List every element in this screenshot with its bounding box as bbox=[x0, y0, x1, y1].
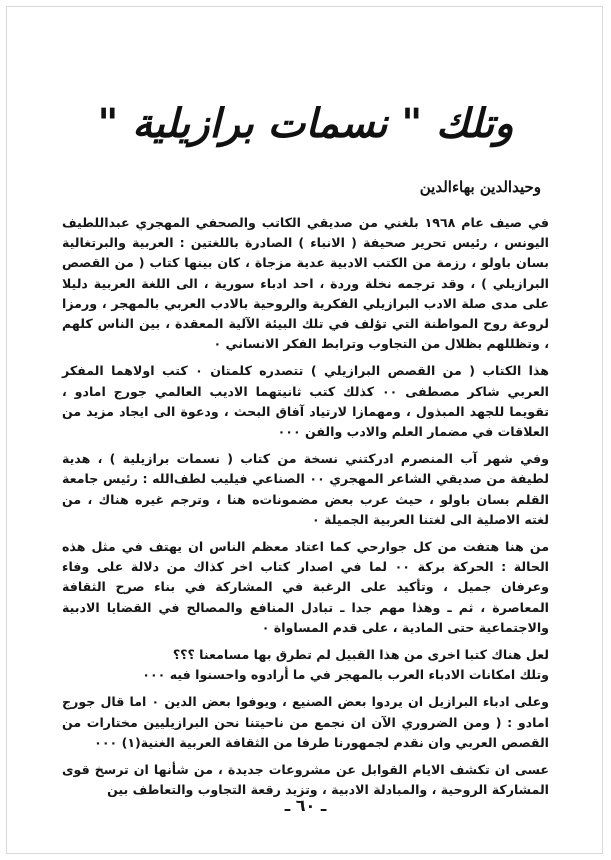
article-author: وحيدالدين بهاءالدين bbox=[419, 178, 541, 196]
paragraph-6: وتلك امكانات الادباء العرب بالمهجر في ما أرادوه واحسنوا فيه ٠٠٠ bbox=[142, 667, 549, 683]
paragraph-1: في صيف عام ١٩٦٨ بلغني من صديقي الكاتب والصحفي المهجري عبداللطيف اليونس ، رئيس تحرير صحيفة ( الانباء ) الصادرة باللغتين : العربية والبرتغالية بسان باولو ، رزمة من الكتب الادبية عدية مزجاة ، كان بينها كتاب ( من القصص البرازيلي ) ، وقد ترجمه نخلة وردة ، احد ادباء سورية ، الى اللغة العربية دليلا على مدى صلة الادب البرازيلي الفكرية والروحية بالادب العربي بالمهجر ، ورمزا لروعة روح المواطنة التي تؤلف في تلك البيئة الآلية المعقدة ، بين الناس كلهم ، وتظللهم بظلال من التجاوب وترابط الفكر الانساني ٠ bbox=[62, 215, 549, 352]
paragraph-2: هذا الكتاب ( من القصص البرازيلي ) تتصدره كلمتان ٠ كتب اولاهما المفكر العربي شاكر مصطفى ٠٠ كذلك كتب ثانيتهما الاديب العالمي جورج امادو ، تقويما للجهد المبذول ، ومهمازا لارتياد آفاق البحث ، ودعوة الى ايجاد مزيد من العلاقات في مضمار العلم والادب والفن ٠٠٠ bbox=[62, 363, 550, 440]
paragraph-8: عسى ان تكشف الايام القوابل عن مشروعات جديدة ، من شأنها ان ترسخ قوى المشاركة الروحية ، والمبادلة الادبية ، وتزيد رقعة التجاوب والتعاطف بين bbox=[62, 762, 549, 798]
article-title: وتلك " نسمات برازيلية " bbox=[97, 100, 514, 147]
paragraph-5: لعل هناك كتبا اخرى من هذا القبيل لم تطرق بها مسامعنا ؟؟؟ bbox=[172, 647, 549, 663]
paragraph-7: وعلى ادباء البرازيل ان يردوا بعض الصنيع ، ويوفوا بعض الدين ٠ اما قال جورج امادو : ( ومن الضروري الآن ان نجمع من ناحيتنا نحن البرازيليين مختارات من القصص العربي وان نقدم لجمهورنا طرفا من الثقافة العربية الغنية(١) ٠٠٠ bbox=[62, 694, 549, 750]
article-body bbox=[62, 213, 549, 807]
page-number: ـ ٦٠ ـ bbox=[284, 796, 327, 815]
paragraph-4: من هنا هتفت من كل جوارحي كما اعتاد معظم الناس ان يهتف في مثل هذه الحالة : الحركة بركة ٠٠ لما في اصدار كتاب اخر كذاك من دلالة على وفاء وعرفان جميل ، وتأكيد على الرغبة في المشاركة في بناء صرح الثقافة المعاصرة ، ثم ـ وهذا مهم جدا ـ تبادل المنافع والمصالح في القضايا الادبية والاجتماعية حتى المادية ، على قدم المساواة ٠ bbox=[62, 539, 549, 635]
paragraph-3: وفي شهر آب المنصرم ادركتني نسخة من كتاب ( نسمات برازيلية ) ، هدية لطيفة من صديقي الشاعر المهجري ٠٠ الصناعي فيليب لطف‌الله : رئيس جامعة القلم بسان باولو ، حيث عرب بعض مضمونات‌ه هنا ، وترجم غيره هناك ، من لغته الاصلية الى لغتنا العربية الجميلة ٠ bbox=[62, 451, 549, 527]
